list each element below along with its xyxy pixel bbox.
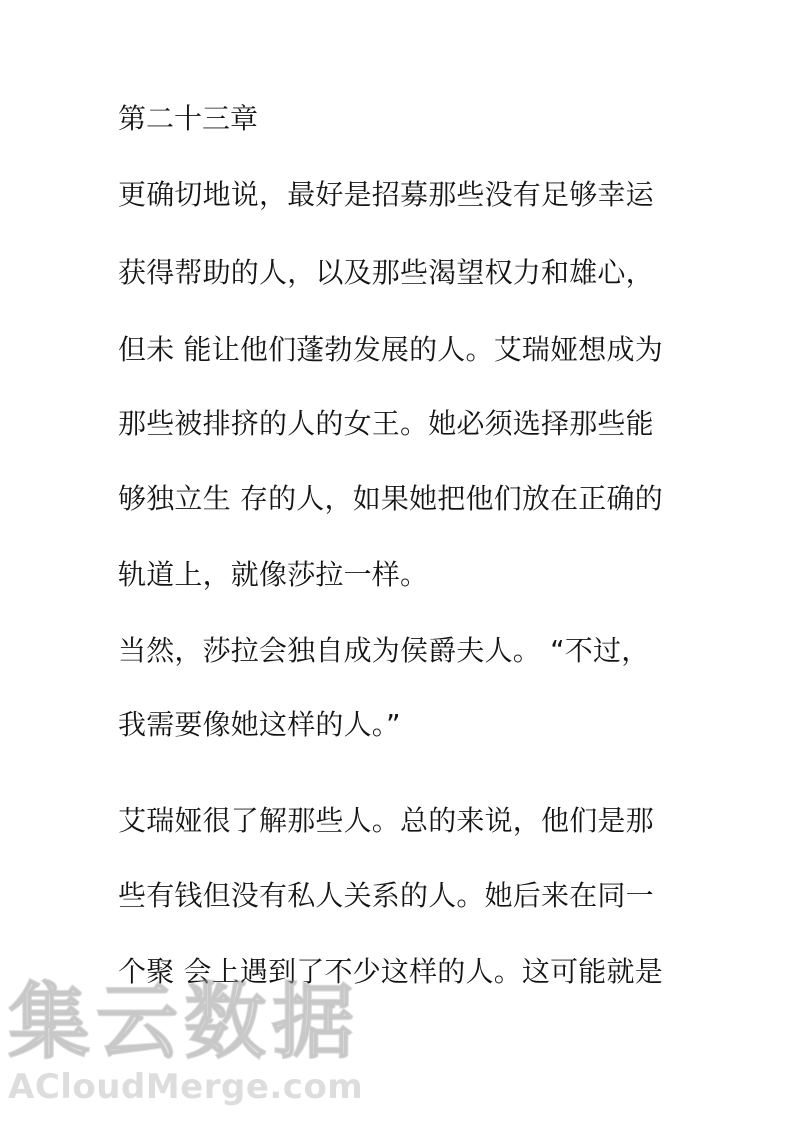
text-line: 够独立生 存的人，如果她把他们放在正确的 <box>118 482 663 515</box>
text-line: 我需要像她这样的人。” <box>118 708 401 741</box>
text-line: 更确切地说，最好是招募那些没有足够幸运 <box>118 178 654 211</box>
watermark-logo <box>0 975 420 1120</box>
text-line: 当然，莎拉会独自成为侯爵夫人。 “不过， <box>118 634 650 667</box>
watermark-english-text: ACloudMerge.com <box>8 1067 364 1107</box>
chapter-title: 第二十三章 <box>118 102 259 135</box>
text-line: 轨道上，就像莎拉一样。 <box>118 558 429 591</box>
watermark-chinese-text: 集云数据 <box>8 975 361 1070</box>
text-line: 些有钱但没有私人关系的人。她后来在同一 <box>118 879 654 912</box>
text-line: 那些被排挤的人的女王。她必须选择那些能 <box>118 407 654 440</box>
text-line: 艾瑞娅很了解那些人。总的来说，他们是那 <box>118 804 654 837</box>
text-line: 获得帮助的人，以及那些渴望权力和雄心， <box>118 256 654 289</box>
text-line: 但未 能让他们蓬勃发展的人。艾瑞娅想成为 <box>118 333 663 366</box>
text-line: 个聚 会上遇到了不少这样的人。这可能就是 <box>118 955 663 988</box>
